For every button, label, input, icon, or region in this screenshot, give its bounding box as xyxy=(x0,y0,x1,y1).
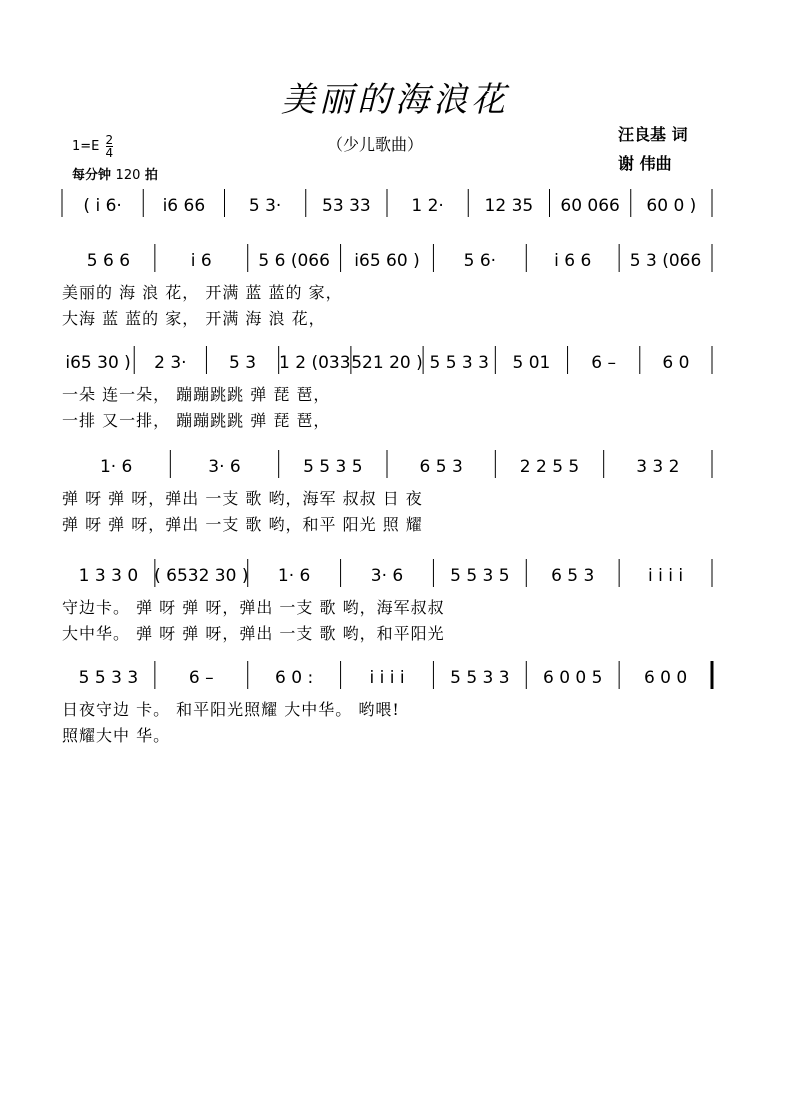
measure: 521 20 ) xyxy=(351,353,423,373)
measure: 5 5 3 5 xyxy=(303,457,363,477)
lyric-line: 日夜守边 卡。 和平阳光照耀 大中华。 哟喂! xyxy=(62,700,400,719)
measure: i6 66 xyxy=(162,196,206,216)
measure: i 6 6 xyxy=(554,251,592,271)
lyric-line: 大海 蓝 蓝的 家， 开满 海 浪 花， xyxy=(62,309,326,328)
measure: 5 3 (066 xyxy=(629,251,702,271)
measure: 6 – xyxy=(188,668,214,688)
measure: 60 066 xyxy=(560,196,620,216)
measure: 6 5 3 xyxy=(419,457,463,477)
measure: 1 3 3 0 xyxy=(78,566,139,586)
measure: 5 5 3 3 xyxy=(429,353,489,373)
measure: 1· 6 xyxy=(99,457,133,477)
composer-credit: 谢 伟曲 xyxy=(618,154,672,173)
measure: 1 2· xyxy=(411,196,444,216)
lyric-line: 大中华。 弹 呀 弹 呀，弹出 一支 歌 哟，和平阳光 xyxy=(62,624,445,643)
measure: 12 35 xyxy=(484,196,534,216)
measure: 5 6· xyxy=(463,251,497,271)
measure: 6 5 3 xyxy=(551,566,595,586)
measure: 6 0 0 xyxy=(643,668,688,688)
lyric-line: 一朵 连一朵， 蹦蹦跳跳 弹 琵 琶， xyxy=(62,385,331,404)
song-title: 美丽的海浪花 xyxy=(281,80,509,120)
measure: 5 6 (066 xyxy=(258,251,330,271)
lyric-line: 守边卡。 弹 呀 弹 呀，弹出 一支 歌 哟，海军叔叔 xyxy=(62,598,445,617)
measure: i i i i xyxy=(369,668,405,688)
measure: 1 2 (033 xyxy=(279,353,351,373)
measure: 6 – xyxy=(591,353,617,373)
measure: 5 5 3 3 xyxy=(78,668,139,688)
measure: 2 3· xyxy=(154,353,187,373)
key-label: 1=E xyxy=(72,139,100,154)
measure: 5 5 3 3 xyxy=(450,668,510,688)
measure: 5 01 xyxy=(512,353,551,373)
lyric-line: 弹 呀 弹 呀，弹出 一支 歌 哟，和平 阳光 照 耀 xyxy=(62,515,423,534)
lyric-line: 一排 又一排， 蹦蹦跳跳 弹 琵 琶， xyxy=(62,411,331,430)
measure: ( i 6· xyxy=(83,196,122,216)
measure: i65 30 ) xyxy=(65,353,131,373)
song-subtitle: （少儿歌曲） xyxy=(326,135,423,154)
measure: 5 3 xyxy=(229,353,257,373)
measure: 5 3· xyxy=(248,196,282,216)
measure: 5 5 3 5 xyxy=(450,566,510,586)
measure: 3· 6 xyxy=(370,566,404,586)
measure: i65 60 ) xyxy=(354,251,420,271)
measure: 6 0 xyxy=(662,353,690,373)
lyricist-credit: 汪良基 词 xyxy=(618,125,688,144)
lyric-line: 美丽的 海 浪 花， 开满 蓝 蓝的 家， xyxy=(62,283,343,302)
time-top: 2 xyxy=(105,133,114,147)
lyric-line: 照耀大中 华。 xyxy=(62,726,171,745)
measure: 60 0 ) xyxy=(646,196,697,216)
tempo-label: 每分钟 xyxy=(72,168,112,183)
measure: 6 0 0 5 xyxy=(542,668,603,688)
measure: 1· 6 xyxy=(277,566,311,586)
tempo-unit: 拍 xyxy=(144,168,158,183)
measure: i 6 xyxy=(190,251,212,271)
time-bottom: 4 xyxy=(105,146,114,160)
tempo-value: 120 xyxy=(115,168,141,183)
measure: i i i i xyxy=(648,566,684,586)
measure: ( 6532 30 ) xyxy=(154,566,249,586)
measure: 3· 6 xyxy=(208,457,241,477)
lyric-line: 弹 呀 弹 呀，弹出 一支 歌 哟，海军 叔叔 日 夜 xyxy=(62,489,423,508)
measure: 2 2 5 5 xyxy=(519,457,580,477)
measure: 6 0 : xyxy=(275,668,314,688)
measure: 5 6 6 xyxy=(86,251,131,271)
measure: 3 3 2 xyxy=(636,457,680,477)
measure: 53 33 xyxy=(322,196,371,216)
